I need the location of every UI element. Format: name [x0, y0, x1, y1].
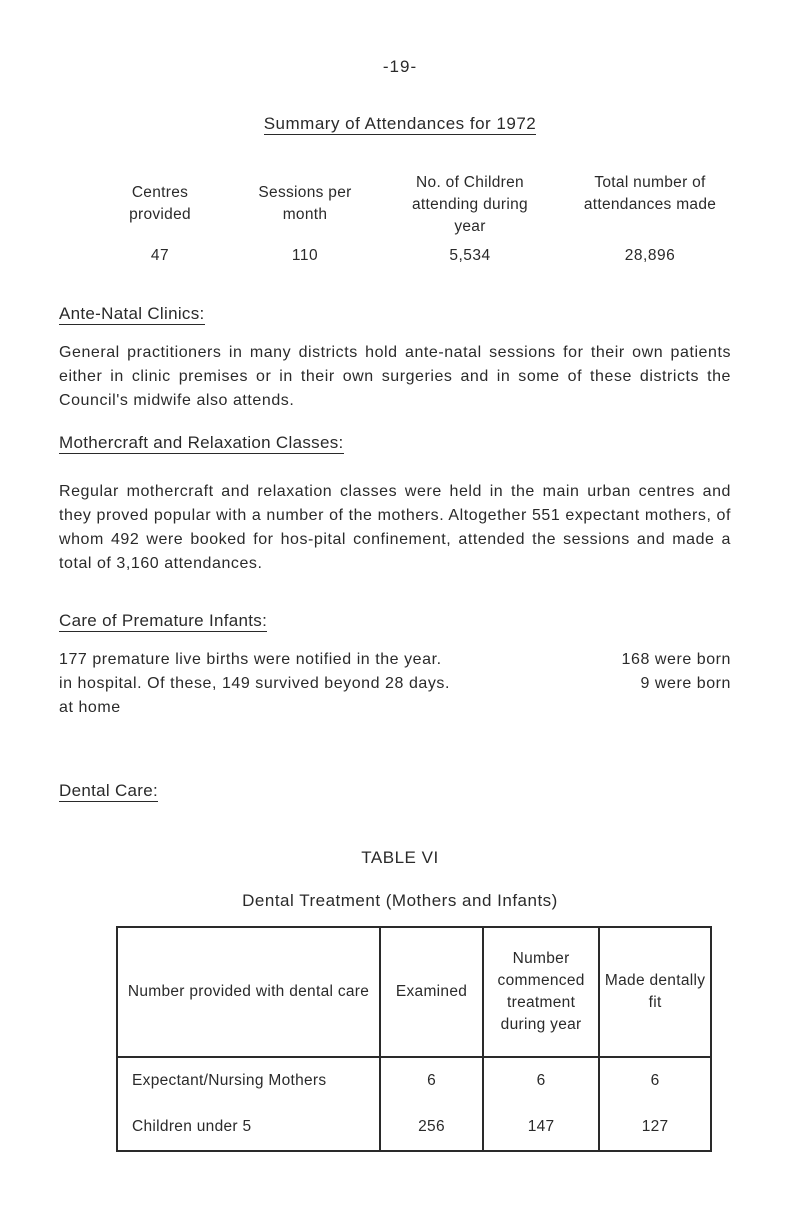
summary-header-total: Total number of attendances made [583, 174, 717, 213]
mothercraft-heading-text: Mothercraft and Relaxation Classes: [59, 433, 344, 452]
premature-line-1-left: 177 premature live births were notified in the year. [59, 651, 442, 668]
ante-natal-heading [59, 304, 205, 324]
premature-line-2-right: 9 were born [640, 675, 731, 692]
table-row [117, 1057, 711, 1104]
mothercraft-text: Regular mothercraft and relaxation classes were held in the main urban centres and they proved popular with a number of the mothers. Altogether 551 expectant mothers, of whom 492 were booked for hos-pital confinement, attended the sessions and made a total of 3,160 attendances. [59, 483, 731, 572]
col-header-number-provided: Number provided with dental care [117, 927, 380, 1057]
row-label: Children under 5 [117, 1104, 380, 1151]
premature-line-2 [59, 675, 731, 699]
summary-title-text: Summary of Attendances for 1972 [263, 114, 537, 133]
page-number: -19- [382, 57, 418, 76]
row-label: Expectant/Nursing Mothers [117, 1057, 380, 1104]
premature-line-1-right: 168 were born [621, 651, 731, 668]
cell-commenced: 147 [483, 1104, 599, 1151]
cell-examined: 6 [380, 1057, 483, 1104]
premature-heading [59, 611, 267, 631]
dental-table-header-row [117, 927, 711, 1057]
summary-value-children: 5,534 [449, 247, 491, 264]
col-header-made-fit: Made dentally fit [599, 927, 711, 1057]
ante-natal-text: General practitioners in many districts hold ante-natal sessions for their own patients either in clinic premises or in their own surgeries and in some of these districts the Council's midwife also attends. [59, 344, 731, 409]
cell-made-fit: 6 [599, 1057, 711, 1104]
dental-heading [59, 781, 158, 801]
premature-line-3: at home [59, 699, 121, 716]
cell-commenced: 6 [483, 1057, 599, 1104]
cell-examined: 256 [380, 1104, 483, 1151]
summary-header-children: No. of Children attending during year [412, 174, 528, 235]
col-header-commenced: Number commenced treatment during year [483, 927, 599, 1057]
table-label: TABLE VI [361, 848, 439, 867]
mothercraft-paragraph [59, 480, 731, 576]
cell-made-fit: 127 [599, 1104, 711, 1151]
summary-value-centres: 47 [150, 247, 170, 264]
summary-value-sessions: 110 [291, 247, 319, 264]
col-header-examined: Examined [380, 927, 483, 1057]
summary-header-sessions: Sessions per month [258, 184, 352, 223]
ante-natal-heading-text: Ante-Natal Clinics: [59, 304, 205, 323]
summary-header-centres: Centres provided [129, 184, 191, 223]
summary-value-total: 28,896 [624, 247, 676, 264]
table-row [117, 1104, 711, 1151]
premature-line-2-left: in hospital. Of these, 149 survived beyond 28 days. [59, 675, 450, 692]
table-caption: Dental Treatment (Mothers and Infants) [242, 891, 558, 910]
premature-heading-text: Care of Premature Infants: [59, 611, 268, 630]
summary-title [0, 114, 800, 134]
premature-line-1 [59, 651, 731, 675]
dental-heading-text: Dental Care: [59, 781, 159, 800]
mothercraft-heading [59, 433, 344, 453]
ante-natal-paragraph [59, 341, 731, 413]
dental-table [116, 926, 712, 1152]
